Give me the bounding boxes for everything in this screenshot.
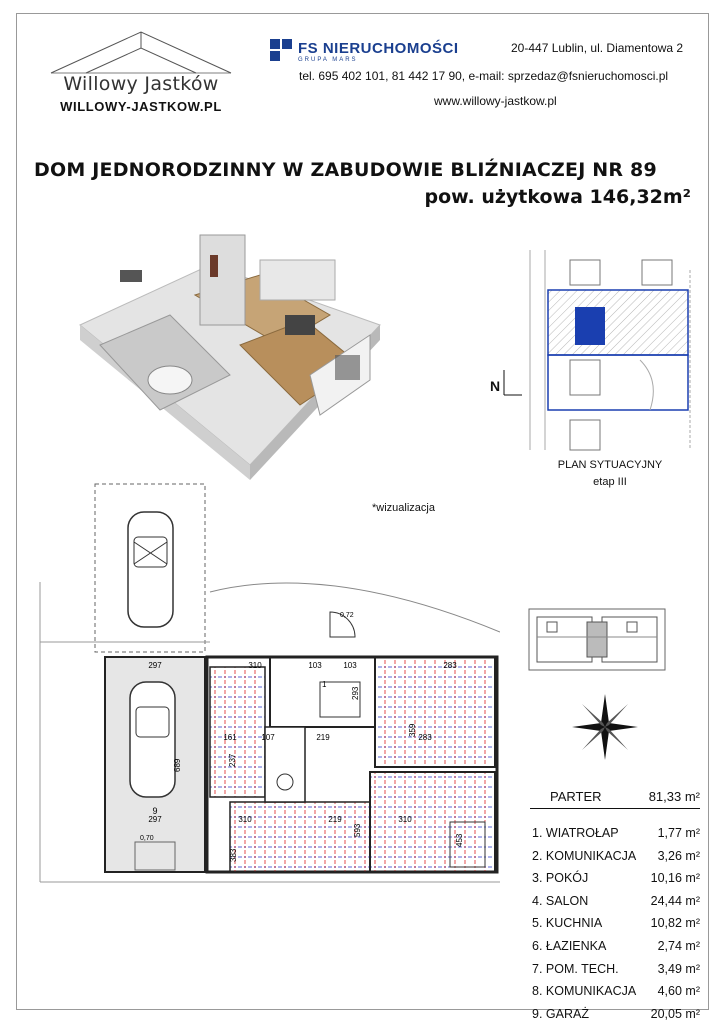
room-label: 9. GARAŻ xyxy=(532,1006,589,1021)
dim-15: 0,70 xyxy=(140,835,154,842)
usable-area: pow. użytkowa 146,32m² xyxy=(424,186,691,208)
visualization-note: *wizualizacja xyxy=(372,502,435,514)
roof-logo-icon xyxy=(46,28,236,78)
legend-row xyxy=(530,979,700,1002)
building-key-plan xyxy=(527,607,667,672)
dim-2: 310 xyxy=(248,661,262,670)
company-contact: tel. 695 402 101, 81 442 17 90, e-mail: sprzedaz@fsnieruchomosci.pl xyxy=(299,69,669,83)
dim-14: 0,72 xyxy=(340,612,354,619)
legend-header-label: PARTER xyxy=(550,789,602,804)
willowy-logo xyxy=(46,28,236,123)
legend-row xyxy=(530,889,700,912)
legend-row xyxy=(530,957,700,980)
company-name: FS NIERUCHOMOŚCI xyxy=(298,40,459,57)
entry-number: 1 xyxy=(322,680,327,689)
area-legend xyxy=(530,786,700,1024)
legend-row xyxy=(530,844,700,867)
vdim-3: 293 xyxy=(351,686,360,700)
legend-row xyxy=(530,911,700,934)
room-area: 2,74 m² xyxy=(657,938,700,953)
room-area: 4,60 m² xyxy=(657,984,700,999)
vdim-2: 237 xyxy=(228,753,237,767)
room-label: 7. POM. TECH. xyxy=(532,961,619,976)
legend-row xyxy=(530,934,700,957)
compass-rose-icon xyxy=(570,692,640,762)
site-plan xyxy=(490,250,705,460)
room-label: 2. KOMUNIKACJA xyxy=(532,848,637,863)
vdim-6: 593 xyxy=(353,823,362,837)
car-garage-icon xyxy=(130,682,175,797)
car-outside-icon xyxy=(128,512,173,627)
dim-10: 297 xyxy=(148,815,162,824)
room-label: 1. WIATROŁAP xyxy=(532,826,619,840)
vdim-1: 689 xyxy=(173,758,182,772)
fs-logo-icon xyxy=(270,39,294,61)
house-3d-visualization xyxy=(60,205,390,485)
dim-3: 103 xyxy=(308,661,322,670)
room-area: 3,49 m² xyxy=(657,961,700,976)
page-title: DOM JEDNORODZINNY W ZABUDOWIE BLIŹNIACZEJ NR 89 xyxy=(34,159,657,181)
legend-header-value: 81,33 m² xyxy=(648,789,700,804)
company-sub: GRUPA MARS xyxy=(298,57,358,63)
dim-9: 283 xyxy=(418,733,432,742)
room-area: 1,77 m² xyxy=(657,826,700,840)
vdim-5: 383 xyxy=(229,848,238,862)
dim-11: 310 xyxy=(238,815,252,824)
room-area: 3,26 m² xyxy=(657,848,700,863)
room-area: 10,82 m² xyxy=(650,916,700,931)
room-label: 6. ŁAZIENKA xyxy=(532,938,607,953)
room-label: 5. KUCHNIA xyxy=(532,916,603,931)
logo-website: WILLOWY-JASTKOW.PL xyxy=(60,99,222,114)
ground-floor-plan xyxy=(30,482,500,902)
room-area: 20,05 m² xyxy=(650,1006,700,1021)
site-plan-stage: etap III xyxy=(593,476,627,488)
dim-6: 161 xyxy=(223,733,237,742)
room-area: 10,16 m² xyxy=(650,871,700,886)
site-plan-title: PLAN SYTUACYJNY xyxy=(557,459,663,471)
site-plan-caption xyxy=(540,457,680,491)
company-address: 20-447 Lublin, ul. Diamentowa 2 xyxy=(511,41,684,55)
dim-5: 283 xyxy=(443,661,457,670)
room-area: 24,44 m² xyxy=(650,893,700,908)
legend-row xyxy=(530,1002,700,1024)
vdim-4: 359 xyxy=(408,723,417,737)
legend-row xyxy=(530,866,700,889)
room-label: 8. KOMUNIKACJA xyxy=(532,984,637,999)
dim-7: 107 xyxy=(261,733,275,742)
room-label: 3. POKÓJ xyxy=(532,871,589,886)
logo-name: Willowy Jastków xyxy=(63,73,219,95)
room-label: 4. SALON xyxy=(532,893,589,908)
legend-row xyxy=(530,821,700,844)
vdim-7: 453 xyxy=(455,833,464,847)
dim-8: 219 xyxy=(316,733,330,742)
dim-4: 103 xyxy=(343,661,357,670)
north-arrow-label: N xyxy=(490,378,501,394)
legend-header xyxy=(530,786,700,809)
dim-12: 219 xyxy=(328,815,342,824)
company-website: www.willowy-jastkow.pl xyxy=(434,94,557,108)
garage-number: 9 xyxy=(152,806,158,816)
dim-13: 310 xyxy=(398,815,412,824)
dim-1: 297 xyxy=(148,661,162,670)
